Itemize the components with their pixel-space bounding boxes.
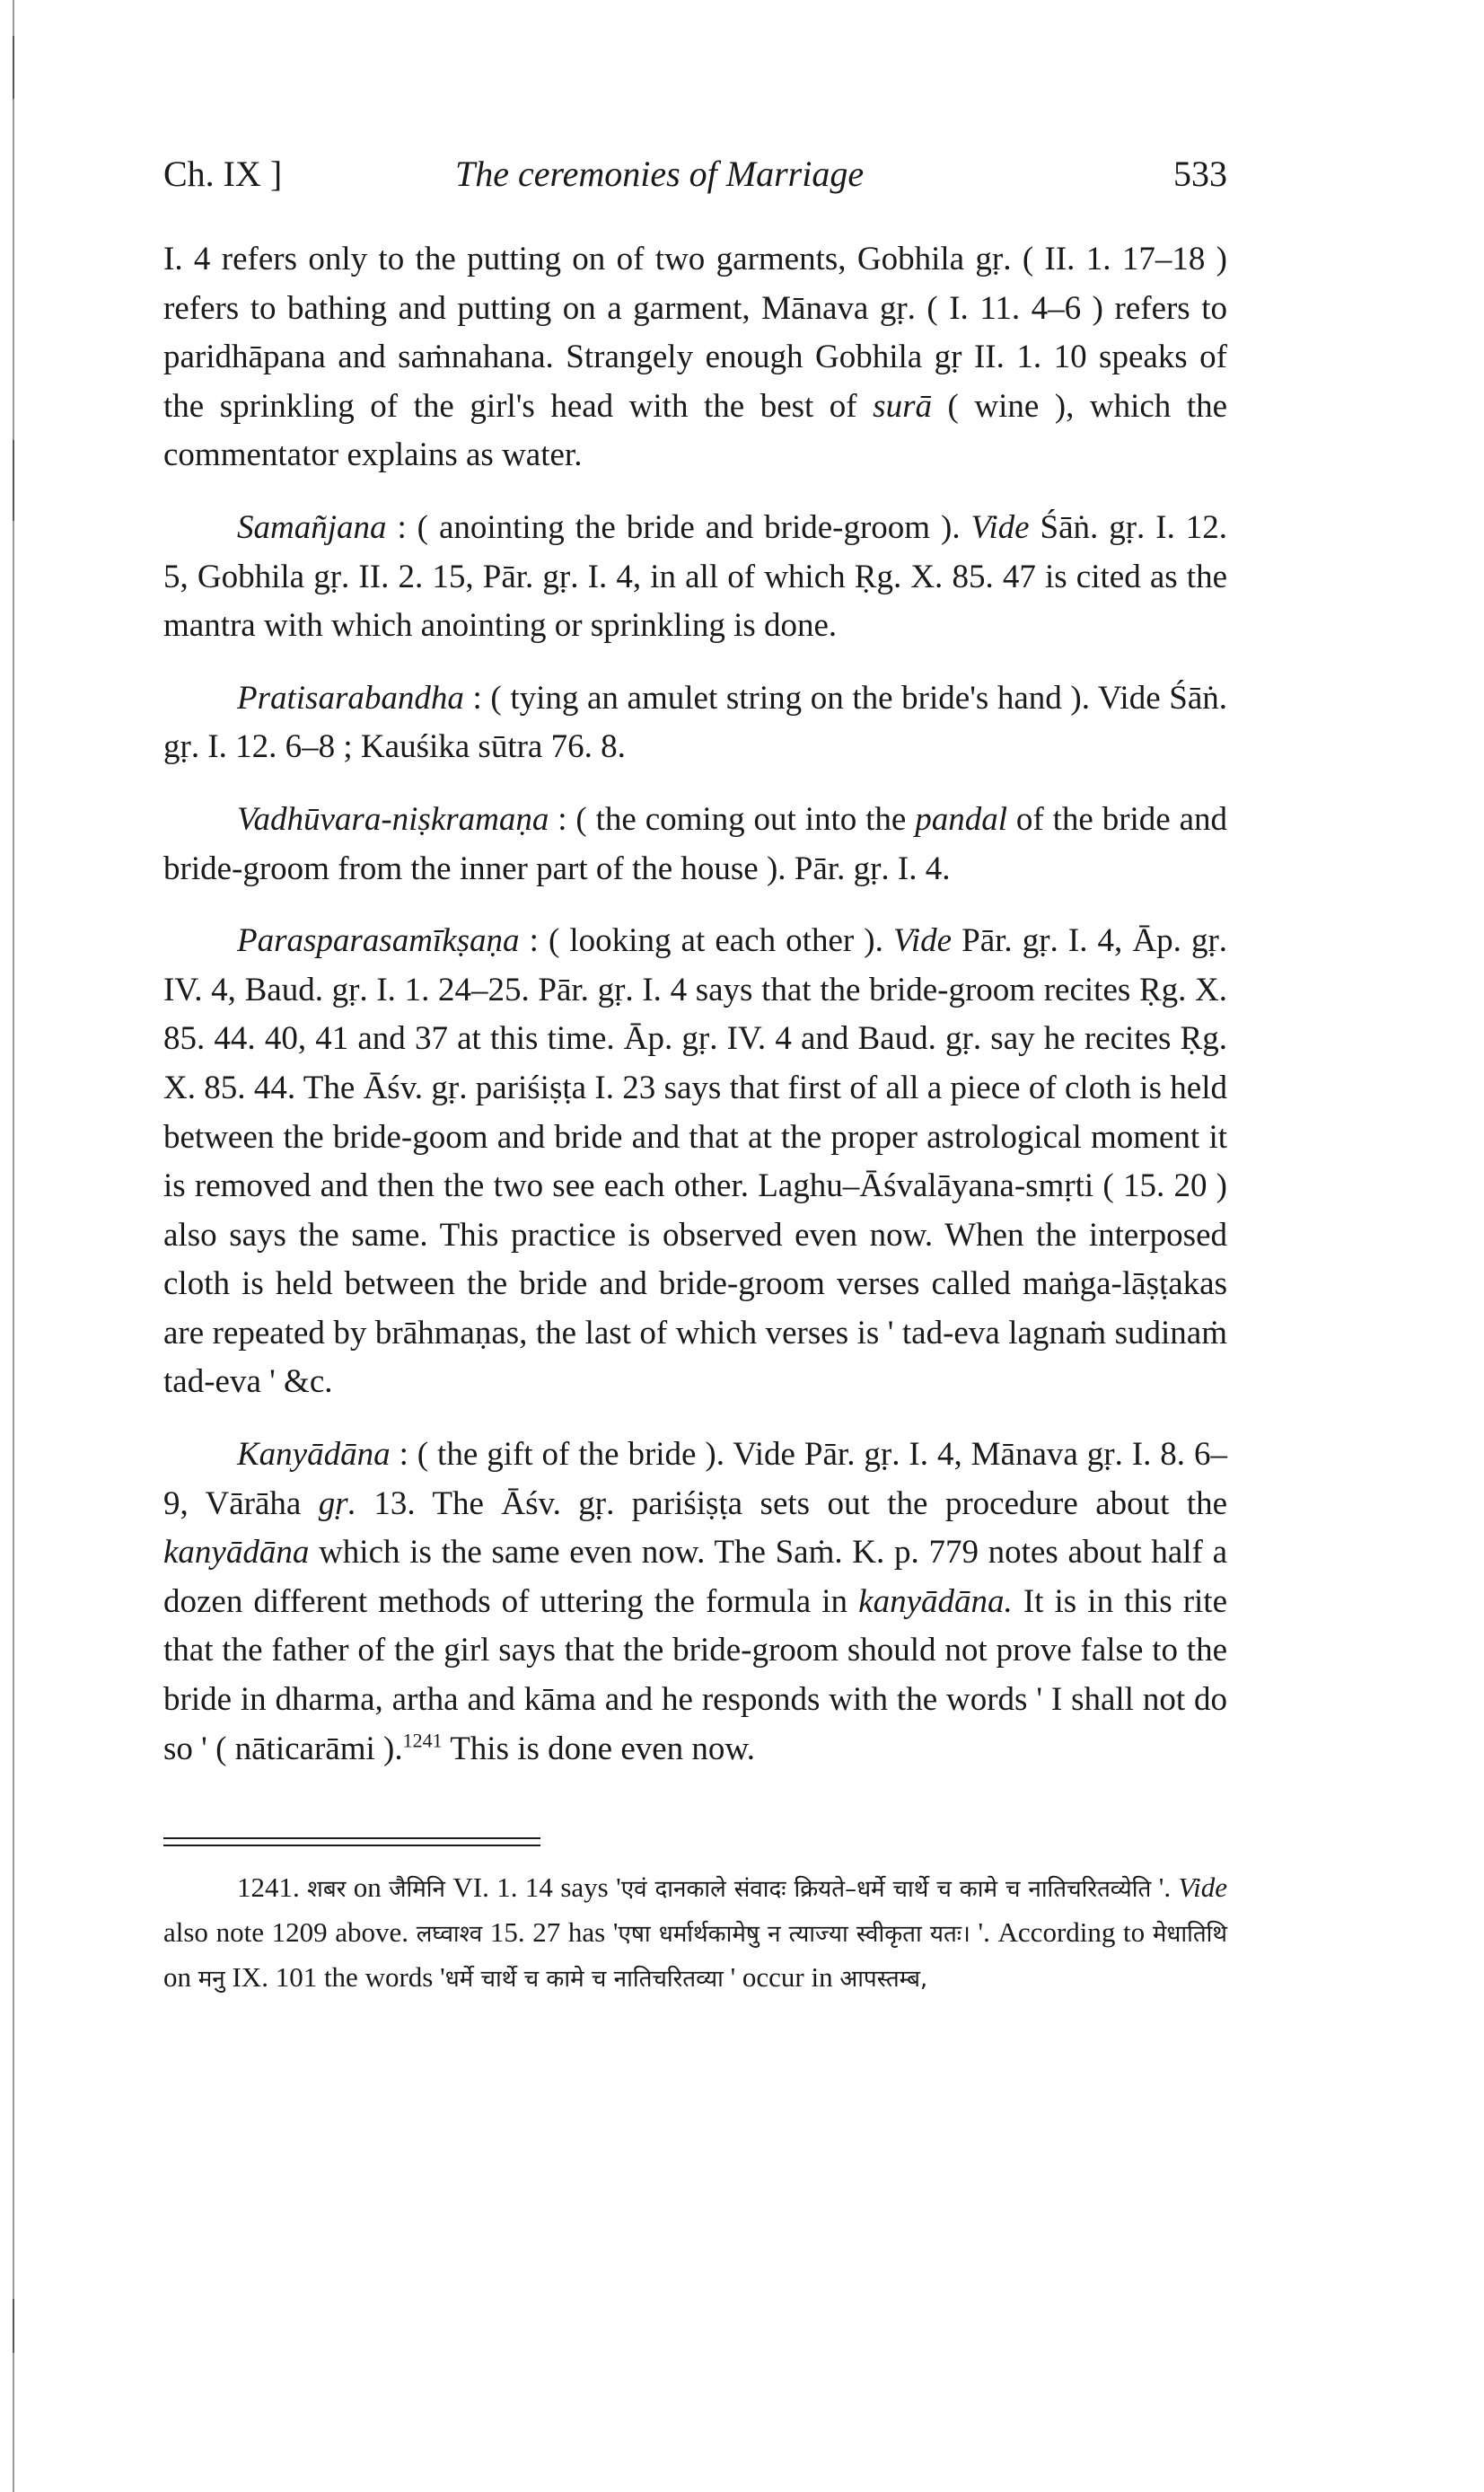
text-run: : ( anointing the bride and bride-groom ). xyxy=(397,508,961,546)
footnote-reference[interactable]: 1241 xyxy=(402,1729,443,1752)
text-run: I. 4 refers only to the putting on of two garments, Gobhila gṛ. ( II. 1. 17–18 ) refers to bathing and putting on a garment, Mānava gṛ. ( I. 11. 4–6 ) refers to paridhāpana and saṁnahana. Strangely enough Gobhila gṛ II. 1. 10 speaks of the sprinkling of the girl's head with the best of xyxy=(163,241,1227,425)
text-run: : ( the gift of the bride ). Vide Pār. gṛ. I. 4, Mānava gṛ. I. 8. 6–9, Vārāha xyxy=(163,1436,1227,1522)
ritual-term: Vadhūvara-niṣkramaṇa xyxy=(237,800,549,838)
devanagari-text: मेधातिथि xyxy=(1152,1921,1227,1948)
devanagari-text: आपस्तम्ब, xyxy=(839,1966,928,1993)
text-run: '. xyxy=(1158,1871,1172,1903)
scan-margin-line xyxy=(13,0,14,2492)
text-run: 15. 27 has ' xyxy=(489,1916,619,1948)
text-run: on xyxy=(163,1961,191,1993)
devanagari-text: मनु xyxy=(198,1966,225,1993)
page-number: 533 xyxy=(1173,154,1227,194)
paragraph-continuation xyxy=(163,235,1227,480)
text-run: Pār. gṛ. I. 4, Āp. gṛ. IV. 4, Baud. gṛ. I. 1. 24–25. Pār. gṛ. I. 4 says that the bride-groom recites Ṛg. X. 85. 44. 40, 41 and 37 at this time. Āp. gṛ. IV. 4 and Baud. gṛ. say he recites Ṛg. X. 85. 44. The Āśv. gṛ. pariśiṣṭa I. 23 says that first of all a piece of cloth is held between the bride-goom and bride and that at the proper astrological moment it is removed and then the two see each other. Laghu–Āśvalāyana-smṛti ( 15. 20 ) also says the same. This practice is observed even now. When the interposed cloth is held between the bride and bride-groom verses called maṅga-lāṣṭakas are repeated by brāhmaṇas, the last of which verses is ' tad-eva lagnaṁ sudinaṁ tad-eva ' &c. xyxy=(163,922,1228,1401)
paragraph-pratisarabandha xyxy=(163,674,1227,772)
italic-term: surā xyxy=(873,387,932,425)
italic-term: kanyādāna xyxy=(163,1534,310,1572)
main-text xyxy=(163,235,1227,1797)
devanagari-quote: एवं दानकाले संवादः क्रियते–धर्मे चार्थे च कामे च नातिचरितव्येति xyxy=(620,1876,1152,1903)
text-run: IX. 101 the words ' xyxy=(232,1961,445,1993)
footnote-rule-bottom xyxy=(163,1845,540,1846)
devanagari-quote: एषा धर्मार्थकामेषु न त्याज्या स्वीकृता यतः। xyxy=(618,1921,970,1948)
text-run: Śāṅ. gṛ. I. 12. 5, Gobhila gṛ. II. 2. 15, Pār. gṛ. I. 4, in all of which Ṛg. X. 85. 47 is cited as the mantra with which anointing or sprinkling is done. xyxy=(163,508,1228,645)
devanagari-quote: धर्मे चार्थे च कामे च नातिचरितव्या xyxy=(444,1966,724,1993)
devanagari-text: लघ्वाश्व xyxy=(416,1921,483,1948)
text-run: ' occur in xyxy=(730,1961,833,1993)
italic-term: gṛ. xyxy=(318,1484,356,1522)
text-run: : ( looking at each other ). xyxy=(529,922,883,960)
scan-margin-mark xyxy=(13,2299,14,2353)
text-run: '. According to xyxy=(978,1916,1146,1948)
paragraph-samanjana xyxy=(163,504,1227,651)
italic-vide: Vide xyxy=(1178,1871,1228,1903)
ritual-term: Kanyādāna xyxy=(237,1436,391,1474)
running-header xyxy=(163,153,1227,207)
text-run: : ( the coming out into the xyxy=(558,800,907,838)
text-run: It is in this rite that the father of the girl says that the bride-groom should not prove false to the bride in dharma, artha and kāma and he responds with the words ' I shall not do so ' ( nāticarāmi ). xyxy=(163,1582,1228,1767)
footnote-1241 xyxy=(163,1866,1227,2001)
scan-margin-mark xyxy=(13,36,14,99)
text-run: also note 1209 above. xyxy=(163,1916,409,1948)
ritual-term: Pratisarabandha xyxy=(237,679,464,717)
footnote-rule-top xyxy=(163,1837,540,1839)
text-run: : ( tying an amulet string on the bride's hand ). Vide Śāṅ. gṛ. I. 12. 6–8 ; Kauśika sūtra 76. 8. xyxy=(163,679,1227,766)
italic-vide: Vide xyxy=(970,508,1030,546)
text-run: This is done even now. xyxy=(450,1730,755,1767)
text-run: of the bride and bride-groom from the inner part of the house ). Pār. gṛ. I. 4. xyxy=(163,800,1228,887)
italic-term: pandal xyxy=(915,800,1008,838)
footnote-number: 1241. xyxy=(237,1871,300,1903)
devanagari-text: शबर xyxy=(307,1876,347,1903)
footnote xyxy=(163,1866,1227,2001)
italic-term: kanyādāna. xyxy=(858,1582,1013,1620)
text-run: on xyxy=(353,1871,382,1903)
text-run: 13. The Āśv. gṛ. pariśiṣṭa sets out the procedure about the xyxy=(373,1484,1228,1522)
text-run: ( wine ), which the commentator explains as water. xyxy=(163,387,1228,474)
italic-vide: Vide xyxy=(892,922,953,960)
ritual-term: Parasparasamīkṣaṇa xyxy=(237,922,520,960)
ritual-term: Samañjana xyxy=(237,508,387,546)
scan-margin-mark xyxy=(13,440,14,521)
paragraph-kanyadana xyxy=(163,1431,1227,1774)
chapter-label: Ch. IX ] xyxy=(163,154,283,194)
devanagari-text: जैमिनि xyxy=(389,1876,445,1903)
paragraph-parasparasamiksana xyxy=(163,917,1227,1407)
text-run: which is the same even now. The Saṁ. K. p. 779 notes about half a dozen different methods of uttering the formula in xyxy=(163,1534,1227,1620)
paragraph-vadhuvara-niskramana xyxy=(163,796,1227,894)
text-run: VI. 1. 14 says ' xyxy=(452,1871,621,1903)
running-title: The ceremonies of Marriage xyxy=(455,154,865,194)
